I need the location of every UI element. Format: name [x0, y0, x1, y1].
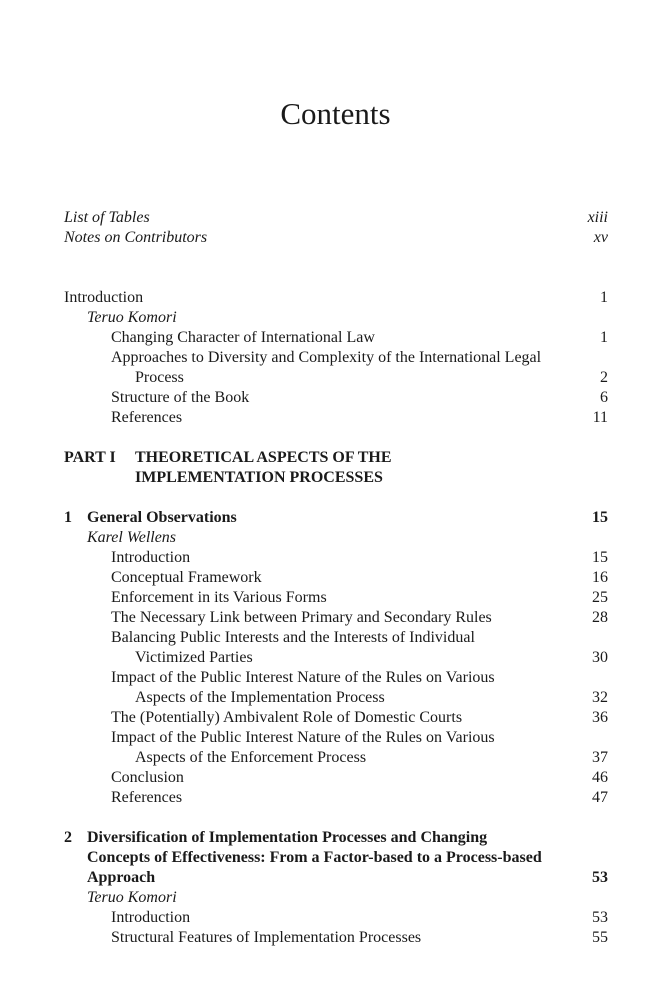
toc-page-number: 32 — [592, 689, 608, 706]
toc-chapter-title-continuation: Approach 53 — [87, 869, 608, 886]
toc-page-number: 2 — [600, 369, 608, 386]
toc-page-number: 53 — [592, 909, 608, 926]
toc-section: Impact of the Public Interest Nature of the Rules on Various — [111, 729, 495, 746]
toc-chapter-number: 1 — [64, 509, 72, 526]
toc-section: Conclusion 46 — [111, 769, 608, 786]
toc-section: Introduction 15 — [111, 549, 608, 566]
toc-page-number: 37 — [592, 749, 608, 766]
toc-page-number: 1 — [600, 329, 608, 346]
toc-chapter-1 — [64, 508, 608, 528]
toc-entry-label: Introduction — [64, 289, 144, 306]
toc-author: Teruo Komori — [87, 889, 177, 906]
toc-chapter-number: 2 — [64, 829, 72, 846]
toc-page-number: 16 — [592, 569, 608, 586]
toc-section-continuation: Process 2 — [135, 369, 608, 386]
toc-section-continuation: Aspects of the Implementation Process 32 — [135, 689, 608, 706]
toc-entry-list-of-tables — [64, 208, 608, 228]
toc-chapter-title-continuation: Concepts of Effectiveness: From a Factor-based to a Process-based — [87, 849, 542, 866]
toc-section: References 47 — [111, 789, 608, 806]
toc-page-number: xv — [593, 229, 608, 246]
toc-page-number: 47 — [592, 789, 608, 806]
toc-part-heading — [64, 448, 608, 468]
toc-section: Impact of the Public Interest Nature of the Rules on Various — [111, 669, 495, 686]
toc-section: Changing Character of International Law 1 — [111, 329, 608, 346]
toc-entry-notes-on-contributors — [64, 228, 608, 248]
toc-entry-introduction — [64, 288, 608, 308]
toc-part-heading-continuation: IMPLEMENTATION PROCESSES — [135, 469, 383, 486]
toc-chapter-title: General Observations — [87, 509, 237, 526]
toc-page-number: 53 — [592, 869, 608, 886]
table-of-contents — [64, 208, 608, 948]
toc-section: The (Potentially) Ambivalent Role of Domestic Courts 36 — [111, 709, 608, 726]
toc-section: References 11 — [111, 409, 608, 426]
toc-entry-label: Notes on Contributors — [64, 229, 208, 246]
toc-entry-label: List of Tables — [64, 209, 150, 226]
toc-page-number: 28 — [592, 609, 608, 626]
toc-section: Balancing Public Interests and the Interests of Individual — [111, 629, 475, 646]
toc-page-number: 55 — [592, 929, 608, 946]
toc-page-number: 36 — [592, 709, 608, 726]
toc-page-number: 25 — [592, 589, 608, 606]
toc-page-number: 6 — [600, 389, 608, 406]
toc-section: Structure of the Book 6 — [111, 389, 608, 406]
toc-section-continuation: Aspects of the Enforcement Process 37 — [135, 749, 608, 766]
toc-section: Introduction 53 — [111, 909, 608, 926]
toc-chapter-title: Diversification of Implementation Processes and Changing — [87, 829, 488, 846]
page-title: Contents — [280, 96, 391, 131]
toc-part-title: THEORETICAL ASPECTS OF THE — [135, 449, 392, 466]
toc-author: Karel Wellens — [87, 529, 177, 546]
toc-section: The Necessary Link between Primary and Secondary Rules 28 — [111, 609, 608, 626]
toc-section-continuation: Victimized Parties 30 — [135, 649, 608, 666]
toc-author: Teruo Komori — [87, 309, 177, 326]
toc-page-number: 15 — [592, 549, 608, 566]
toc-page-number: xiii — [587, 209, 608, 226]
toc-page-number: 15 — [592, 509, 608, 526]
toc-part-label: PART I — [64, 449, 116, 466]
toc-section: Enforcement in its Various Forms 25 — [111, 589, 608, 606]
toc-page-number: 11 — [592, 409, 608, 426]
toc-section: Structural Features of Implementation Processes 55 — [111, 929, 608, 946]
toc-chapter-2 — [64, 828, 608, 848]
toc-section: Approaches to Diversity and Complexity of the International Legal — [111, 349, 542, 366]
toc-page-number: 1 — [600, 289, 608, 306]
toc-page-number: 30 — [592, 649, 608, 666]
toc-section: Conceptual Framework 16 — [111, 569, 608, 586]
toc-page-number: 46 — [592, 769, 608, 786]
